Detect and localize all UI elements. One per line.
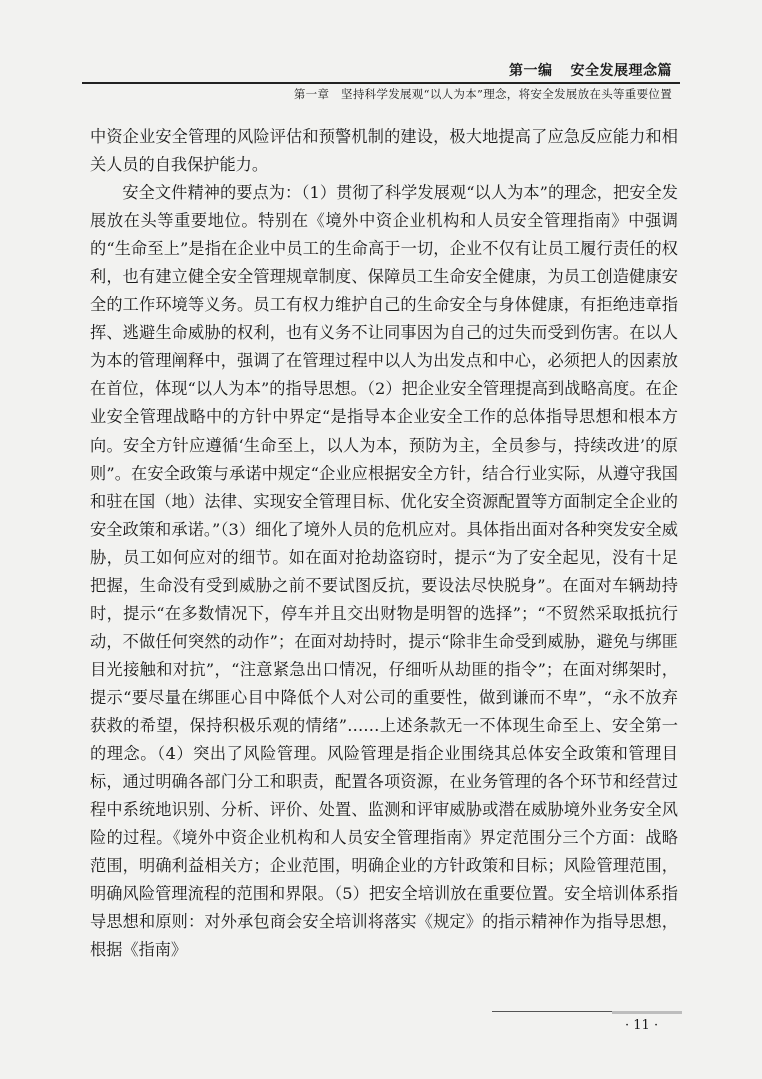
paragraph-2: 安全文件精神的要点为：（1）贯彻了科学发展观“以人为本”的理念，把安全发展放在头等重要地位。特别在《境外中资企业机构和人员安全管理指南》中强调的“生命至上”是指在企业中员工的生命高于一切，企业不仅有让员工履行责任的权利，也有建立健全安全管理规章制度、保障员工生命安全健康，为员工创造健康安全的工作环境等义务。员工有权力维护自己的生命安全与身体健康，有拒绝违章指挥、逃避生命威胁的权利，也有义务不让同事因为自己的过失而受到伤害。在以人为本的管理阐释中，强调了在管理过程中以人为出发点和中心，必须把人的因素放在首位，体现“以人为本”的指导思想。（2）把企业安全管理提高到战略高度。在企业安全管理战略中的方针中界定“是指导本企业安全工作的总体指导思想和根本方向。安全方针应遵循‘生命至上，以人为本，预防为主，全员参与，持续改进’的原则”。在安全政策与承诺中规定“企业应根据安全方针，结合行业实际，从遵守我国和驻在国（地）法律、实现安全管理目标、优化安全资源配置等方面制定全企业的安全政策和承诺。”（3）细化了境外人员的危机应对。具体指出面对各种突发安全威胁，员工如何应对的细节。如在面对抢劫盗窃时，提示“为了安全起见，没有十足把握，生命没有受到威胁之前不要试图反抗，要设法尽快脱身”。在面对车辆劫持时，提示“在多数情况下，停车并且交出财物是明智的选择”；“不贸然采取抵抗行动，不做任何突然的动作”；在面对劫持时，提示“除非生命受到威胁，避免与绑匪目光接触和对抗”，“注意紧急出口情况，仔细听从劫匪的指令”；在面对绑架时，提示“要尽量在绑匪心目中降低个人对公司的重要性，做到谦而不卑”，“永不放弃获救的希望，保持积极乐观的情绪”……上述条款无一不体现生命至上、安全第一的理念。（4）突出了风险管理。风险管理是指企业围绕其总体安全政策和管理目标，通过明确各部门分工和职责，配置各项资源，在业务管理的各个环节和经营过程中系统地识别、分析、评价、处置、监测和评审威胁或潜在威胁境外业务安全风险的过程。《境外中资企业机构和人员安全管理指南》界定范围分三个方面：战略范围，明确利益相关方；企业范围，明确企业的方针政策和目标；风险管理范围，明确风险管理流程的范围和界限。（5）把安全培训放在重要位置。安全培训体系指导思想和原则：对外承包商会安全培训将落实《规定》的指示精神作为指导思想，根据《指南》 [90, 183, 678, 960]
chapter-title: 第一章 坚持科学发展观“以人为本”理念，将安全发展放在头等重要位置 [293, 87, 672, 101]
page-body [90, 123, 678, 964]
part-name: 安全发展理念篇 [570, 63, 672, 79]
page-number: · 11 · [625, 1018, 659, 1033]
paragraph-1: 中资企业安全管理的风险评估和预警机制的建设，极大地提高了应急反应能力和相关人员的自我保护能力。 [90, 127, 678, 175]
footer-divider-accent [612, 1011, 682, 1017]
part-title [509, 60, 672, 80]
part-label: 第一编 [509, 63, 553, 79]
header-divider [82, 82, 680, 84]
